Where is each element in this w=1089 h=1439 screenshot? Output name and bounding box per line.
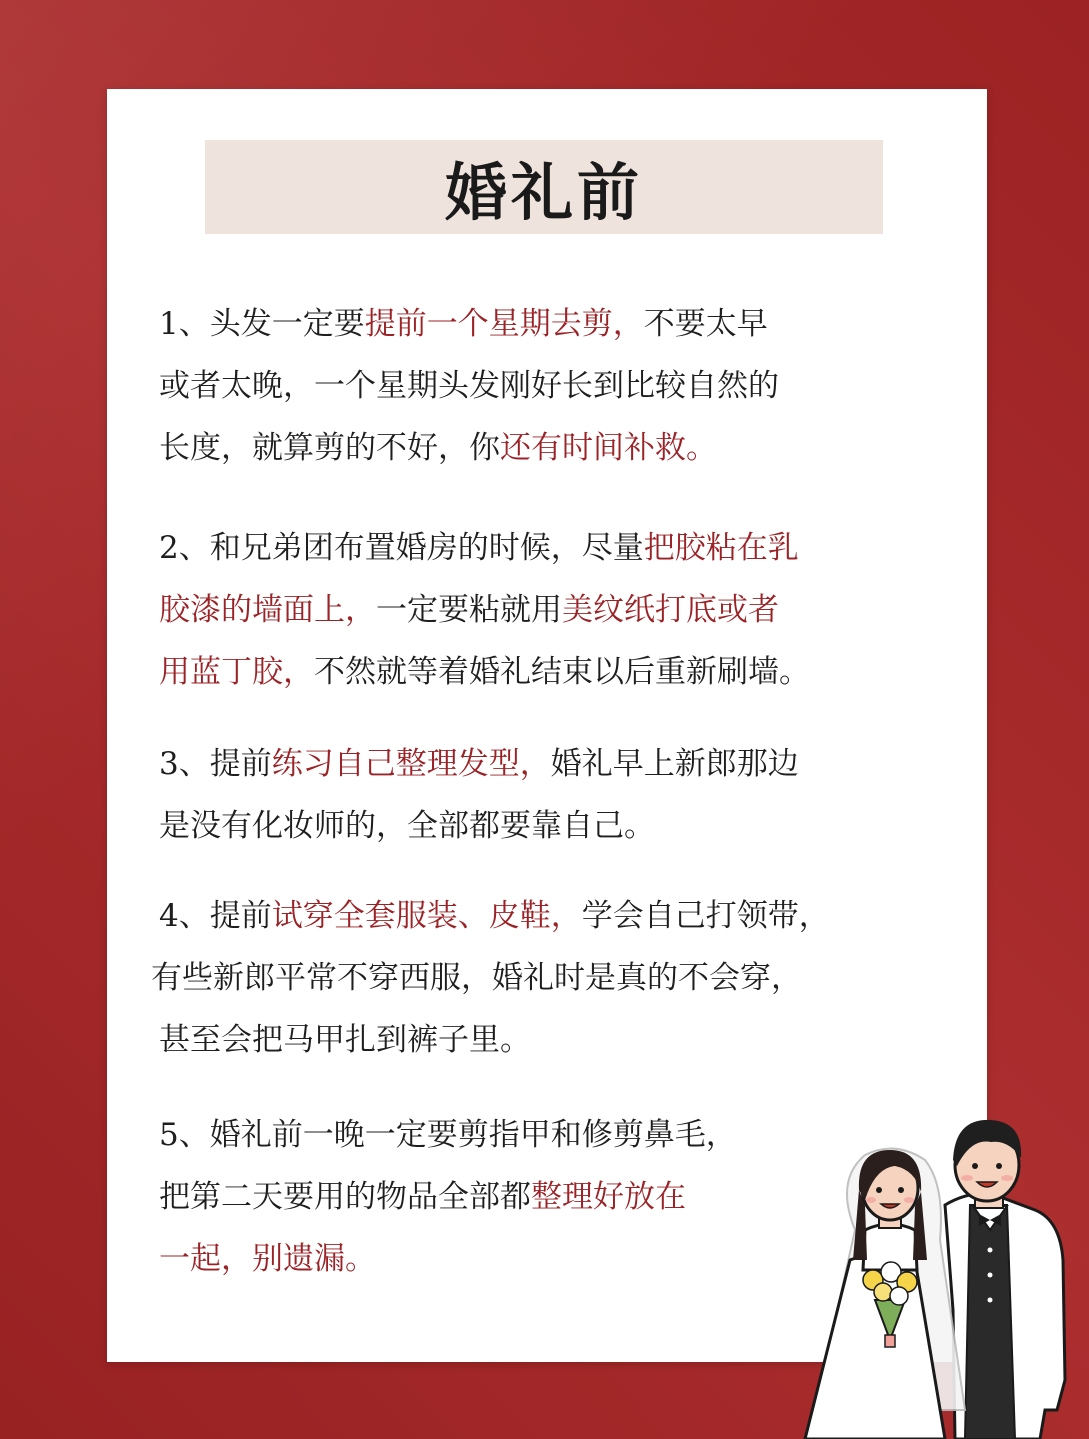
title-band: [205, 140, 883, 234]
tip-line: [159, 641, 949, 703]
tip-text: 3、提前: [159, 746, 272, 782]
page-title: 婚礼前: [444, 155, 643, 229]
tip-line: [151, 1009, 941, 1071]
tip-line: [159, 517, 949, 579]
tip-highlight: 还有时间补救。: [500, 430, 717, 466]
tip-4: [151, 885, 941, 1071]
tip-text: 长度，就算剪的不好，你: [159, 430, 500, 466]
tip-line: [151, 885, 941, 947]
bride-and-groom-icon: [795, 1110, 1089, 1439]
tip-line: [151, 947, 941, 1009]
tip-highlight: 美纹纸打底或者: [562, 592, 779, 628]
tip-line: [159, 733, 949, 795]
tip-line: [159, 355, 949, 417]
tip-text: 1、头发一定要: [159, 306, 365, 342]
tip-text: 4、提前: [159, 898, 272, 934]
tip-line: [159, 417, 949, 479]
bride-figure: [805, 1149, 965, 1439]
tip-text: 2、和兄弟团布置婚房的时候，尽量: [159, 530, 644, 566]
tip-text: 学会自己打领带，: [581, 898, 830, 934]
tip-text: 婚礼早上新郎那边: [550, 746, 799, 782]
tip-text: 或者太晚，一个星期头发刚好长到比较自然的: [159, 368, 779, 404]
tip-highlight: 一起，别遗漏。: [159, 1241, 376, 1277]
tip-text: 甚至会把马甲扎到裤子里。: [159, 1022, 531, 1058]
tip-highlight: 用蓝丁胶，: [159, 654, 314, 690]
tip-highlight: 练习自己整理发型，: [271, 746, 551, 782]
tip-text: 是没有化妆师的，全部都要靠自己。: [159, 808, 655, 844]
tip-highlight: 试穿全套服装、皮鞋，: [271, 898, 582, 934]
tip-highlight: 胶漆的墙面上，: [159, 592, 376, 628]
tip-text: 一定要粘就用: [376, 592, 562, 628]
tip-line: [159, 293, 949, 355]
tip-text: 5、婚礼前一晚一定要剪指甲和修剪鼻毛，: [159, 1117, 737, 1153]
tip-highlight: 把胶粘在乳: [643, 530, 799, 566]
tip-line: [159, 795, 949, 857]
tip-text: 不要太早: [643, 306, 768, 342]
tip-3: [159, 733, 949, 857]
tip-line: [159, 579, 949, 641]
tip-text: 有些新郎平常不穿西服，婚礼时是真的不会穿，: [151, 960, 802, 996]
tip-highlight: 提前一个星期去剪，: [364, 306, 644, 342]
tip-1: [159, 293, 949, 479]
tip-text: 不然就等着婚礼结束以后重新刷墙。: [314, 654, 810, 690]
tip-text: 把第二天要用的物品全部都: [159, 1179, 531, 1215]
tip-highlight: 整理好放在: [531, 1179, 686, 1215]
tip-2: [159, 517, 949, 703]
